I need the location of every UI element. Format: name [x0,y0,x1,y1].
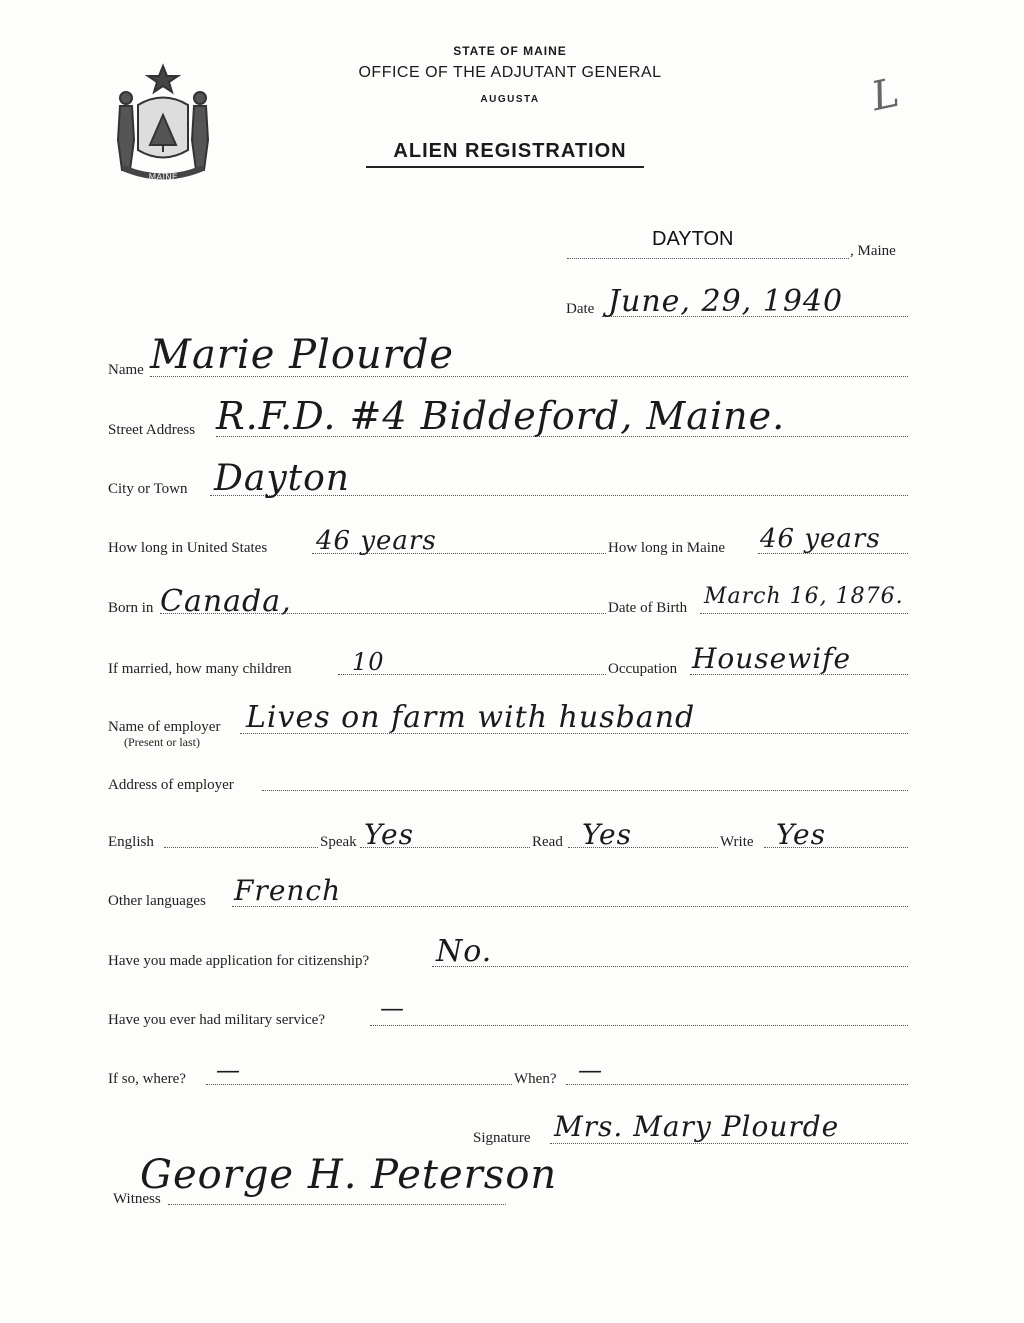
how-long-us-label: How long in United States [108,540,268,556]
state-label: , Maine [850,243,896,259]
military-line [370,1025,908,1026]
name-label: Name [108,362,144,378]
employer-value[interactable]: Lives on farm with husband [246,700,696,735]
how-long-maine-label: How long in Maine [608,540,726,556]
where-line [206,1084,512,1085]
city-or-town-label: City or Town [108,481,188,497]
state-of-maine-seal [108,60,218,185]
town-line [567,258,849,259]
name-value[interactable]: Marie Plourde [150,332,455,378]
date-of-birth-label: Date of Birth [608,600,688,616]
title-underline [366,166,644,168]
occupation-value[interactable]: Housewife [692,642,852,675]
employer-address-label: Address of employer [108,777,234,793]
speak-value[interactable]: Yes [364,818,414,851]
when-line [566,1084,908,1085]
where-label: If so, where? [108,1071,186,1087]
street-address-value[interactable]: R.F.D. #4 Biddeford, Maine. [216,394,786,438]
children-value[interactable]: 10 [352,648,385,676]
other-languages-label: Other languages [108,893,206,909]
svg-text:MAINE: MAINE [148,173,178,183]
city-or-town-value[interactable]: Dayton [214,458,350,499]
citizenship-line [432,966,908,967]
speak-label: Speak [320,834,357,850]
read-label: Read [532,834,563,850]
citizenship-value[interactable]: No. [436,934,493,969]
date-label: Date [566,301,595,317]
signature-line [550,1143,908,1144]
how-long-maine-value[interactable]: 46 years [760,524,881,554]
witness-line [168,1204,506,1205]
other-languages-value[interactable]: French [234,874,342,907]
office-heading: OFFICE OF THE ADJUTANT GENERAL [358,64,662,81]
read-value[interactable]: Yes [582,818,632,851]
employer-address-line [262,790,908,791]
date-value[interactable]: June, 29, 1940 [608,284,844,319]
town-typed: DAYTON [652,228,734,250]
street-address-label: Street Address [108,422,196,438]
city-heading: AUGUSTA [480,94,540,105]
born-in-value[interactable]: Canada, [160,584,292,619]
employer-label: Name of employer [108,719,221,735]
military-value[interactable]: — [380,994,405,1022]
date-of-birth-line [700,613,908,614]
signature-label: Signature [473,1130,531,1146]
english-label: English [108,834,154,850]
signature-value[interactable]: Mrs. Mary Plourde [554,1110,840,1143]
where-value[interactable]: — [216,1056,241,1084]
write-label: Write [720,834,754,850]
date-of-birth-value[interactable]: March 16, 1876. [704,584,904,609]
occupation-label: Occupation [608,661,678,677]
how-long-us-value[interactable]: 46 years [316,526,437,556]
citizenship-label: Have you made application for citizenship? [108,953,370,969]
when-value[interactable]: — [578,1056,603,1084]
witness-value[interactable]: George H. Peterson [140,1152,558,1198]
children-label: If married, how many children [108,661,292,677]
form-title: ALIEN REGISTRATION [393,140,627,162]
english-line [164,847,318,848]
witness-label: Witness [113,1191,161,1207]
write-value[interactable]: Yes [776,818,826,851]
born-in-label: Born in [108,600,154,616]
employer-sublabel: (Present or last) [124,735,200,749]
military-label: Have you ever had military service? [108,1012,325,1028]
when-label: When? [514,1071,557,1087]
corner-mark: L [867,69,904,121]
state-heading: STATE OF MAINE [453,44,567,58]
